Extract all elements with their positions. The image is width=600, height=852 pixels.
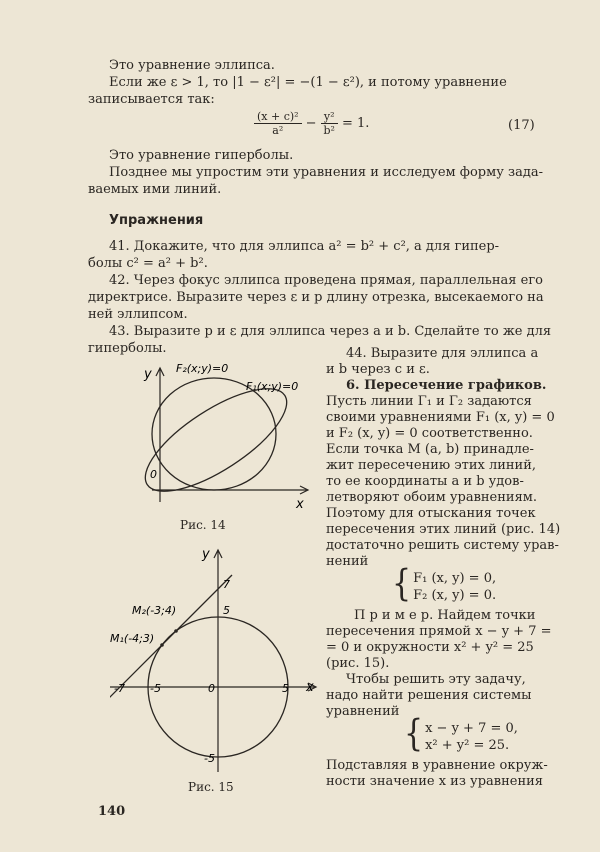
fig15-label-x: x	[306, 680, 314, 695]
exercises-heading: Упражнения	[109, 213, 204, 228]
exercise-41: 41. Докажите, что для эллипса a² = b² + c², а для гипер-	[109, 239, 500, 254]
fig15-label-minus5-bottom: -5	[204, 752, 215, 765]
intro-line-2: Если же ε > 1, то |1 − ε²| = −(1 − ε²), и потому уравнение	[109, 75, 507, 90]
exercise-43: 43. Выразите p и ε для эллипса через a и b. Сделайте то же для	[109, 324, 552, 339]
system-1: { F₁ (x, y) = 0, F₂ (x, y) = 0.	[392, 563, 497, 605]
exercise-42-cont2: ней эллипсом.	[88, 307, 188, 322]
col-line-12: пересечения этих линий (рис. 14)	[326, 522, 561, 537]
eq17-num2: y²	[321, 110, 338, 124]
col-line-5: своими уравнениями F₁ (x, y) = 0	[326, 410, 555, 425]
col-line-10: летворяют обоим уравнениям.	[326, 490, 538, 505]
exercise-42: 42. Через фокус эллипса проведена прямая, параллельная его	[109, 273, 543, 288]
fig15-point-m1	[160, 643, 164, 647]
eq17-number: (17)	[508, 118, 535, 133]
col-line-17: = 0 и окружности x² + y² = 25	[326, 640, 534, 655]
fig15-label-m1: M₁(-4;3)	[110, 632, 155, 645]
eq17-rhs: = 1.	[341, 116, 370, 131]
col-line-11: Поэтому для отыскания точек	[326, 506, 536, 521]
hyperbola-line-1: Это уравнение гиперболы.	[109, 148, 294, 163]
eq17-den1: a²	[272, 124, 284, 137]
system-2-eq1: x − y + 7 = 0,	[425, 721, 518, 736]
fig15-label-5-top: 5	[223, 604, 230, 617]
fig14-label-y: y	[144, 367, 152, 382]
eq17-den2: b²	[323, 124, 335, 137]
fig15-caption: Рис. 15	[188, 780, 234, 794]
col-line-6: и F₂ (x, y) = 0 соответственно.	[326, 426, 533, 441]
equation-17	[250, 110, 369, 137]
exercise-43-cont: гиперболы.	[88, 341, 167, 356]
col-line-23: ности значение x из уравнения	[326, 774, 543, 789]
system-1-eq1: F₁ (x, y) = 0,	[413, 571, 497, 586]
col-line-18: (рис. 15).	[326, 656, 390, 671]
fig14-label-f2: F₂(x;y)=0	[176, 362, 229, 375]
col-line-20: надо найти решения системы	[326, 688, 532, 703]
col-line-15: П р и м е р. Найдем точки	[354, 608, 536, 623]
fig15-label-y: y	[202, 547, 210, 562]
figure-15	[110, 544, 322, 776]
exercise-44-cont: и b через c и ε.	[326, 362, 430, 377]
intro-line-1: Это уравнение эллипса.	[109, 58, 275, 73]
eq17-num1: (x + c)²	[254, 110, 302, 124]
hyperbola-line-3: ваемых ими линий.	[88, 182, 222, 197]
figure-14	[128, 362, 320, 512]
col-line-13: достаточно решить систему урав-	[326, 538, 559, 553]
intro-line-3: записывается так:	[88, 92, 215, 107]
eq17-minus: −	[305, 116, 317, 131]
exercise-41-cont: болы c² = a² + b².	[88, 256, 208, 271]
fig14-label-f1: F₁(x;y)=0	[246, 380, 299, 393]
col-line-21: уравнений	[326, 704, 400, 719]
fig14-caption: Рис. 14	[180, 518, 226, 532]
fig15-point-m2	[174, 629, 178, 633]
col-line-16: пересечения прямой x − y + 7 =	[326, 624, 552, 639]
col-line-22: Подставляя в уравнение окруж-	[326, 758, 548, 773]
fig15-label-origin: 0	[208, 682, 215, 695]
exercise-44: 44. Выразите для эллипса a	[346, 346, 539, 361]
col-line-19: Чтобы решить эту задачу,	[346, 672, 526, 687]
system-2-eq2: x² + y² = 25.	[425, 738, 510, 753]
exercise-42-cont: директрисе. Выразите через ε и p длину отрезка, высекаемого на	[88, 290, 544, 305]
hyperbola-line-2: Позднее мы упростим эти уравнения и исследуем форму зада-	[109, 165, 543, 180]
col-line-14: нений	[326, 554, 369, 569]
fig14-label-x: x	[296, 497, 304, 512]
col-line-9: то ее координаты a и b удов-	[326, 474, 524, 489]
fig15-label-minus5: -5	[150, 682, 161, 695]
page-number: 140	[98, 804, 126, 819]
fig15-label-7: 7	[223, 578, 230, 591]
col-line-4: Пусть линии Γ₁ и Γ₂ задаются	[326, 394, 532, 409]
section-6-title: 6. Пересечение графиков.	[346, 378, 547, 393]
col-line-8: жит пересечению этих линий,	[326, 458, 537, 473]
col-line-7: Если точка M (a, b) принадле-	[326, 442, 534, 457]
fig15-label-minus7: -7	[114, 682, 125, 695]
fig15-label-5-right: 5	[282, 682, 289, 695]
fig14-label-origin: 0	[150, 468, 157, 481]
fig14-curve-f2	[152, 378, 276, 490]
fig15-label-m2: M₂(-3;4)	[132, 604, 177, 617]
system-1-eq2: F₂ (x, y) = 0.	[413, 588, 497, 603]
system-2: { x − y + 7 = 0, x² + y² = 25.	[404, 713, 518, 755]
